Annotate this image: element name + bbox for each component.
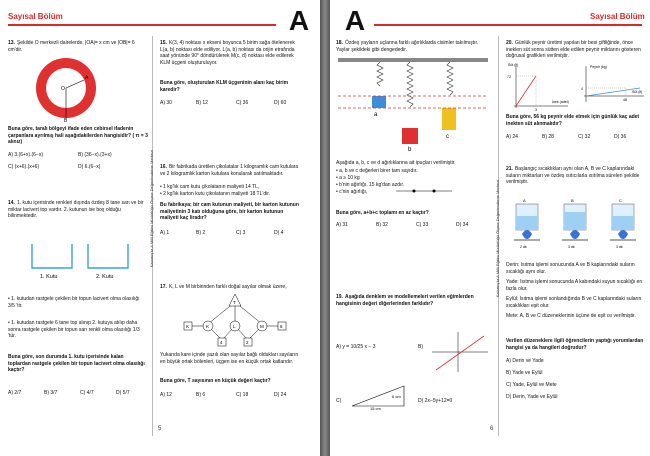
q19-option-b-label: B) <box>418 344 423 350</box>
q15-option-c[interactable]: C) 36 <box>236 100 249 106</box>
box-2 <box>88 244 128 268</box>
box-1 <box>32 244 72 268</box>
question-21-text: Başlangıç sıcaklıkları aynı olan A, B ve C kaplarındaki suların miktarları ve özdeş ısıtıcılarla ısıtılma süreleri şekilde verilmiştir. <box>506 166 640 186</box>
square-4-label: 4 <box>220 340 223 345</box>
q21-option-d[interactable]: D) Derin, Yade ve Eylül <box>506 394 558 400</box>
q14-option-d[interactable]: D) 5/7 <box>116 390 130 396</box>
q21-statement-yade: Yade: Isıtma işlemi sonucunda A kabındaki suyun sıcaklığı en fazla olur. <box>506 279 643 292</box>
right-header-rule <box>374 24 642 26</box>
question-16-prompt: Bu fabrikaya; bir cam kutunun maliyeti, bir karton kutunun maliyetinin 3 katı olduğuna göre, bir karton kutunun maliyeti kaç liradır? <box>160 202 299 222</box>
question-18-clue-2: • a ≥ 10 kg <box>336 175 360 181</box>
square-k-label: K <box>186 324 190 329</box>
question-14-prompt: Buna göre, son durumda 1. kutu içerisinde kalan toplardan rastgele çekilen bir topun lacivert olma olasılığı kaçtır? <box>8 354 145 374</box>
question-14-options <box>8 390 148 404</box>
q16-option-c[interactable]: C) 3 <box>236 230 246 236</box>
graph1-line <box>516 76 536 106</box>
graph1-y: 72 <box>507 75 511 79</box>
tri-side-1: 6 cm <box>392 394 401 399</box>
spring-c <box>447 62 453 95</box>
question-20-number: 20. <box>506 40 513 46</box>
q19-option-d-equation: 2x−5y+12=0 <box>424 398 453 404</box>
graph2-xlabel: Süt (lt) <box>632 90 643 94</box>
q20-option-c[interactable]: C) 32 <box>578 134 591 140</box>
number-line <box>394 186 454 196</box>
tri-side-2: 15 cm <box>370 406 381 410</box>
q13-option-b[interactable]: B) (36−x).(3+x) <box>78 152 112 158</box>
question-17-text: K, L ve M birbirinden farklı doğal sayılar olmak üzere, <box>168 284 287 290</box>
label-o: O <box>61 86 65 92</box>
cup-a-label: A <box>523 198 526 203</box>
q16-option-a[interactable]: A) 1 <box>160 230 170 236</box>
graph2-ylabel: Peynir (kg) <box>590 65 607 69</box>
square-2-label: 2 <box>246 340 249 345</box>
right-booklet-badge: A <box>344 5 366 36</box>
question-19-text: Aşağıda denklem ve modellemeleri verilen eğimlerden hangisinin değeri diğerlerinden farklıdır? <box>336 294 474 307</box>
question-15-text: K(3, 4) noktası x ekseni boyunca 5 birim sağa ötelenerek L(a, b) noktası elde ediliyor. L(a, b) noktası da orijin etrafında saat yönünde 90° döndürülerek M(c, d) noktası elde edilerek KLM üçgeni oluşturuluyor. <box>160 40 295 66</box>
cup-b-label: B <box>571 198 574 203</box>
question-14-text: 1. kutu içerisinde renkleri dışında özdeş 8 tane sarı ve bir miktar lacivert top vardır. 2. kutunun ise boş olduğu bilinmektedir. <box>8 200 144 220</box>
left-page-number: 5 <box>158 426 162 432</box>
box-2-label: 2. Kutu <box>96 274 114 280</box>
node-l-label: L <box>233 324 236 329</box>
question-18-options <box>336 222 494 230</box>
question-14-bullet-2: • 1. kutudan rastgele 6 tane top alınıp 2. kutuya atılıp daha sonra rastgele çekilen bir topun sarı renkli olma olasılığı 1/3 'tür. <box>8 320 140 340</box>
question-20-prompt: Buna göre, 56 kg peynir elde etmek için günlük kaç adet inekten süt alınmalıdır? <box>506 114 640 127</box>
boxes-figure <box>26 238 136 280</box>
question-15-options <box>160 100 310 108</box>
spring-b <box>407 62 413 107</box>
label-b: B <box>64 118 68 122</box>
question-20 <box>506 40 646 60</box>
q17-option-b[interactable]: B) 6 <box>196 392 206 398</box>
graph1-ylabel: Süt (lt) <box>508 63 519 67</box>
node-t-label: T <box>233 300 236 305</box>
right-page-number: 6 <box>490 426 494 432</box>
q20-graphs <box>506 62 646 112</box>
question-21 <box>506 166 646 186</box>
time-b: 3 dk <box>568 245 575 249</box>
question-18 <box>336 40 490 53</box>
question-17-number: 17. <box>160 284 167 290</box>
q13-option-a[interactable]: A) 3.(6+x).(6−x) <box>8 152 44 158</box>
graph1-x: 3 <box>535 108 537 112</box>
question-14 <box>8 200 146 220</box>
question-18-clue-1: • a, b ve c değerleri birer tam sayıdır. <box>336 168 418 174</box>
left-footer-arc <box>120 392 320 456</box>
node-k-label: K <box>206 324 210 329</box>
q16-option-d[interactable]: D) 4 <box>274 230 284 236</box>
left-header: Sayısal Bölüm <box>8 12 63 21</box>
question-17-prompt: Buna göre, T sayısının en küçük değeri kaçtır? <box>160 378 271 384</box>
left-header-rule <box>8 24 276 26</box>
setup-b <box>562 198 588 249</box>
question-17 <box>160 284 300 291</box>
setup-a <box>514 198 540 249</box>
weight-c <box>442 108 456 130</box>
q19-option-c[interactable] <box>336 398 341 405</box>
graph2-x: 48 <box>623 98 627 102</box>
q19-option-a[interactable] <box>336 344 375 351</box>
q17-option-a[interactable]: A) 12 <box>160 392 172 398</box>
question-15 <box>160 40 300 66</box>
q14-option-b[interactable]: B) 3/7 <box>44 390 58 396</box>
q21-option-c[interactable]: C) Yade, Eylül ve Mete <box>506 382 557 388</box>
weight-a <box>372 96 386 108</box>
label-a: A <box>85 75 89 81</box>
question-16-text: Bir fabrikada üretilen çikolatalar 1 kilogramlık cam kutulara ve 2 kilogramlık karton kutulara konularak satılmaktadır. <box>160 164 299 177</box>
right-page <box>330 0 650 456</box>
question-19 <box>336 294 490 307</box>
q21-statement-eylul: Eylül: Isıtma işlemi sonlandığında B ve C kaplarındaki suların sıcaklıkları eşit olur. <box>506 296 642 309</box>
q15-option-a[interactable]: A) 30 <box>160 100 172 106</box>
q21-option-a[interactable]: A) Derin ve Yade <box>506 358 544 364</box>
box-1-label: 1. Kutu <box>40 274 58 280</box>
weight-b <box>402 128 418 144</box>
spring-a <box>377 62 383 86</box>
label-weight-a: a <box>374 112 378 118</box>
question-19-number: 19. <box>336 294 343 300</box>
q20-option-d[interactable]: D) 36 <box>614 134 627 140</box>
book-gutter <box>320 0 330 456</box>
question-18-clue-4: • c'nin ağırlığı, <box>336 189 368 195</box>
question-20-options <box>506 134 646 142</box>
question-13 <box>8 40 146 53</box>
question-13-prompt: Buna göre, taralı bölgeyi ifade eden cebirsel ifadenin çarpanlara ayrılmış hali aşağıdakilerden hangisidir? ( π = 3 alınız) <box>8 126 148 146</box>
q15-option-b[interactable]: B) 12 <box>196 100 208 106</box>
question-16 <box>160 164 300 177</box>
question-20-text: Günlük peynir üretimi yapılan bir besi çiftliğinde, önce ineklen süt sonra sütten elde edilen peynir miktarını gösteren doğrusal grafikleri verilmiştir. <box>506 40 641 60</box>
q13-option-d[interactable]: D) 6.(6−x) <box>78 164 101 170</box>
right-header: Sayısal Bölüm <box>590 12 645 21</box>
setup-c <box>610 198 636 249</box>
question-16-options <box>160 230 310 238</box>
q21-statement-derin: Derin: Isıtma işlemi sonucunda A ve B kaplarındaki suların sıcaklığı aynı olur. <box>506 262 635 275</box>
question-15-prompt: Buna göre, oluşturulan KLM üçgeninin alanı kaç birim karedir? <box>160 80 289 93</box>
question-18-number: 18. <box>336 40 343 46</box>
time-a: 2 dk <box>520 245 527 249</box>
q19-graph <box>428 330 492 374</box>
ring-figure <box>28 56 104 122</box>
q16-option-b[interactable]: B) 2 <box>196 230 206 236</box>
q18-option-a[interactable]: A) 31 <box>336 222 348 228</box>
q14-option-c[interactable]: C) 4/7 <box>80 390 94 396</box>
q20-option-a[interactable]: A) 24 <box>506 134 518 140</box>
q15-option-d[interactable]: D) 60 <box>274 100 287 106</box>
q19-option-d-label: D) <box>418 398 424 404</box>
q21-statement-mete: Mete: A, B ve C düzeneklerinin üçüne de eşit ısı verilmiştir. <box>506 313 636 319</box>
question-13-text: Şekilde O merkezli dairelerde, |OA|= x cm ve |OB|= 6 cm'dir. <box>8 40 135 53</box>
left-booklet-badge: A <box>288 5 310 36</box>
q14-option-a[interactable]: A) 2/7 <box>8 390 22 396</box>
q19-option-a-label: A) <box>336 344 341 350</box>
graph2-y: 4 <box>581 87 583 91</box>
question-16-bullet-2: • 2 kg'lık karton kutu çikolatanın maliyeti 18 TL'dir. <box>160 191 271 197</box>
time-c: 3 dk <box>616 245 623 249</box>
question-18-clue-3: • b'nin ağırlığı, 15 kg'dan azdır. <box>336 182 405 188</box>
question-15-number: 15. <box>160 40 167 46</box>
question-18-intro: Aşağıda a, b, c ve d ağırlıklarına ait ipuçları verilmiştir. <box>336 160 456 166</box>
left-side-text: Kalamış'ta A Milli Eğitim Müdürlüğü Ölçme Değerlendirme Merkezi <box>149 150 154 268</box>
spring-figure <box>334 56 492 152</box>
question-14-number: 14. <box>8 200 15 206</box>
q21-option-b[interactable]: B) Yade ve Eylül <box>506 370 543 376</box>
gcd-lcm-tree <box>180 292 290 350</box>
question-16-number: 16. <box>160 164 167 170</box>
label-weight-b: b <box>408 147 412 152</box>
question-18-text: Özdeş yayların uçlarına farklı ağırlıklarda cisimler takılmıştır. Yaylar şekildeki gibi dengededir. <box>336 40 479 53</box>
right-side-text: Kalamış'ta A Milli Eğitim Müdürlüğü Ölçme Değerlendirme Merkezi <box>495 180 500 298</box>
question-21-number: 21. <box>506 166 513 172</box>
q19-option-c-label: C) <box>336 398 342 404</box>
question-13-options <box>8 152 148 174</box>
q19-option-a-equation: y = 10/25 x − 3 <box>342 344 376 350</box>
question-13-number: 13. <box>8 40 15 46</box>
cup-c-label: C <box>619 198 622 203</box>
question-17-description: Yukarıda kare içinde yazılı olan sayılar bağlı oldukları sayıların en büyük ortak bölenleri, üçgen ise en küçük ortak katlarıdır. <box>160 352 299 365</box>
question-18-prompt: Buna göre, a+b+c toplamı en az kaçtır? <box>336 210 429 216</box>
q19-option-b[interactable] <box>418 344 423 351</box>
q20-option-b[interactable]: B) 28 <box>542 134 554 140</box>
q13-option-c[interactable]: C) (x+6).(x+6) <box>8 164 40 170</box>
question-21-options <box>506 358 646 406</box>
q18-option-b[interactable]: B) 32 <box>376 222 388 228</box>
graph1-xlabel: İnek (adet) <box>552 100 569 104</box>
q17-option-c[interactable]: C) 18 <box>236 392 249 398</box>
q18-option-c[interactable]: C) 33 <box>416 222 429 228</box>
q18-option-d[interactable]: D) 34 <box>456 222 469 228</box>
heating-figure <box>506 194 646 252</box>
question-14-bullet-1: • 1. kutudan rastgele çekilen bir topun lacivert olma olasılığı 3/5 'tir. <box>8 296 140 309</box>
question-16-bullet-1: • 1 kg'lık cam kutu çikolatanın maliyeti 14 TL, <box>160 184 260 190</box>
node-m-label: M <box>260 324 264 329</box>
label-weight-c: c <box>446 134 449 140</box>
square-6-label: 6 <box>280 324 283 329</box>
left-page <box>0 0 320 456</box>
q17-option-d[interactable]: D) 24 <box>274 392 287 398</box>
ceiling-bar <box>338 58 488 62</box>
question-21-prompt: Verilen düzeneklere ilgili öğrencilerin yaptığı yorumlardan hangisi ya da hangileri doğrudur? <box>506 338 644 351</box>
